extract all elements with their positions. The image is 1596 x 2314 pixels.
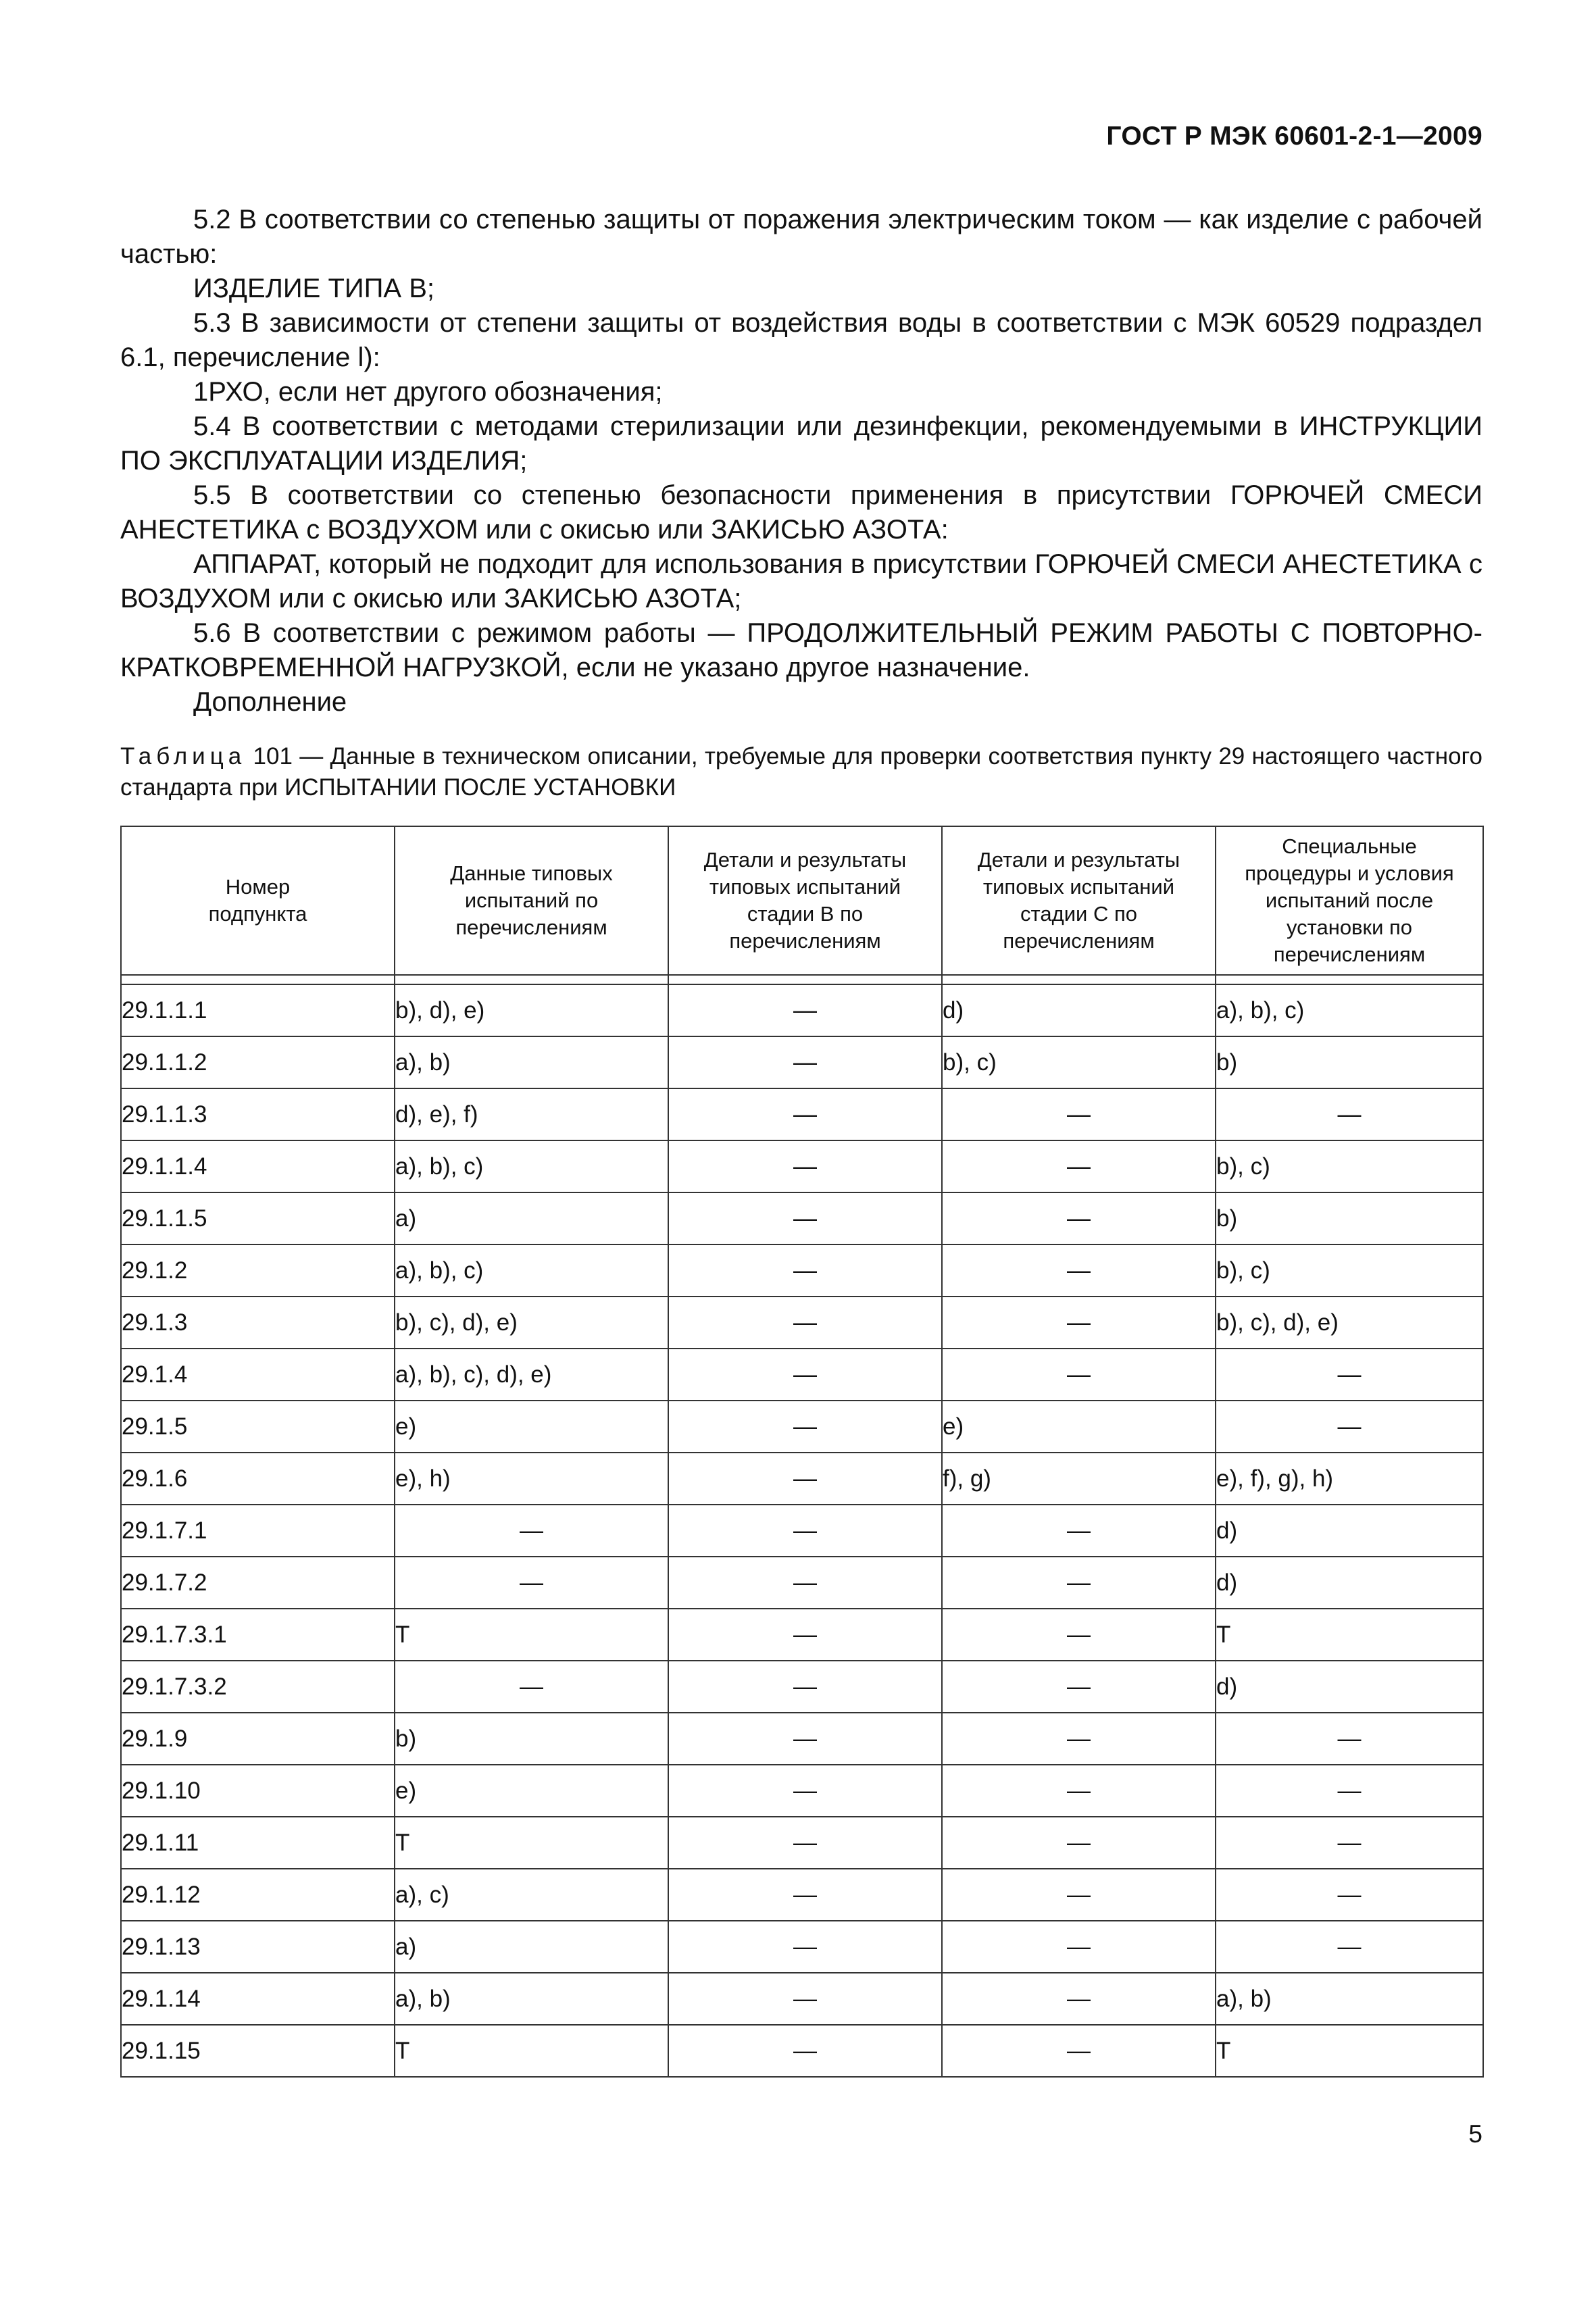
table-caption-label: Таблица bbox=[120, 743, 247, 770]
table-row bbox=[121, 1661, 1483, 1713]
data-table bbox=[120, 826, 1484, 2078]
subclause-cell: 29.1.3 bbox=[121, 1297, 395, 1349]
table-cell: — bbox=[1216, 1817, 1483, 1869]
column-header: Данные типовых испытаний по перечислениям bbox=[395, 826, 668, 975]
table-cell: d) bbox=[942, 984, 1216, 1036]
table-cell: d) bbox=[1216, 1661, 1483, 1713]
table-cell: — bbox=[395, 1557, 668, 1609]
subclause-cell: 29.1.15 bbox=[121, 2025, 395, 2077]
table-cell: — bbox=[668, 1661, 942, 1713]
table-cell: b) bbox=[1216, 1192, 1483, 1244]
table-cell: — bbox=[942, 1349, 1216, 1401]
table-cell: d) bbox=[1216, 1557, 1483, 1609]
body-text bbox=[120, 203, 1482, 720]
table-cell: — bbox=[942, 1973, 1216, 2025]
table-row bbox=[121, 2025, 1483, 2077]
table-cell: a), c) bbox=[395, 1869, 668, 1921]
table-body bbox=[121, 984, 1483, 2077]
subclause-cell: 29.1.6 bbox=[121, 1453, 395, 1505]
table-row bbox=[121, 1557, 1483, 1609]
table-cell: T bbox=[1216, 1609, 1483, 1661]
table-cell: b), c), d), e) bbox=[1216, 1297, 1483, 1349]
subclause-cell: 29.1.7.2 bbox=[121, 1557, 395, 1609]
table-cell: — bbox=[942, 1192, 1216, 1244]
subclause-cell: 29.1.5 bbox=[121, 1401, 395, 1453]
table-cell: e) bbox=[395, 1765, 668, 1817]
table-cell: — bbox=[1216, 1869, 1483, 1921]
table-row bbox=[121, 1036, 1483, 1088]
table-row bbox=[121, 1973, 1483, 2025]
document-header bbox=[1106, 122, 1482, 151]
table-row bbox=[121, 984, 1483, 1036]
table-row bbox=[121, 1401, 1483, 1453]
paragraph: Дополнение bbox=[193, 687, 347, 717]
table-cell: b) bbox=[395, 1713, 668, 1765]
table-cell: — bbox=[668, 2025, 942, 2077]
table-cell: — bbox=[668, 1973, 942, 2025]
subclause-cell: 29.1.7.1 bbox=[121, 1505, 395, 1557]
table-cell: — bbox=[668, 1349, 942, 1401]
table-cell: a), b), c) bbox=[395, 1140, 668, 1192]
table-row bbox=[121, 1349, 1483, 1401]
table-cell: — bbox=[942, 1244, 1216, 1297]
subclause-cell: 29.1.4 bbox=[121, 1349, 395, 1401]
table-cell: — bbox=[1216, 1921, 1483, 1973]
standard-id: ГОСТ Р МЭК 60601-2-1—2009 bbox=[1106, 122, 1482, 151]
table-cell: — bbox=[942, 1817, 1216, 1869]
subclause-cell: 29.1.2 bbox=[121, 1244, 395, 1297]
table-cell: — bbox=[395, 1661, 668, 1713]
subclause-cell: 29.1.13 bbox=[121, 1921, 395, 1973]
table-cell: — bbox=[942, 1297, 1216, 1349]
paragraph: 5.4 В соответствии с методами стерилизации или дезинфекции, рекомендуемыми в ИНСТРУКЦИИ ПО ЭКСПЛУАТАЦИИ ИЗДЕЛИЯ; bbox=[120, 411, 1482, 476]
subclause-cell: 29.1.7.3.2 bbox=[121, 1661, 395, 1713]
table-cell: — bbox=[668, 1609, 942, 1661]
subclause-cell: 29.1.1.5 bbox=[121, 1192, 395, 1244]
paragraph: 5.5 В соответствии со степенью безопасности применения в присутствии ГОРЮЧЕЙ СМЕСИ АНЕСТЕТИКА с ВОЗДУХОМ или с окисью или ЗАКИСЬЮ АЗОТА: bbox=[120, 480, 1482, 545]
table-cell: b) bbox=[1216, 1036, 1483, 1088]
table-caption-text: 101 — Данные в техническом описании, требуемые для проверки соответствия пункту 29 настоящего частного стандарта при ИСПЫТАНИИ ПОСЛЕ УСТАНОВКИ bbox=[120, 743, 1482, 801]
table-cell: — bbox=[942, 1921, 1216, 1973]
table-row bbox=[121, 1817, 1483, 1869]
column-header: Детали и результаты типовых испытаний стадии C по перечислениям bbox=[942, 826, 1216, 975]
table-cell: — bbox=[668, 1297, 942, 1349]
table-cell: a) bbox=[395, 1192, 668, 1244]
subclause-cell: 29.1.1.4 bbox=[121, 1140, 395, 1192]
table-cell: — bbox=[942, 2025, 1216, 2077]
subclause-cell: 29.1.1.1 bbox=[121, 984, 395, 1036]
table-cell: — bbox=[668, 1817, 942, 1869]
table-row bbox=[121, 1192, 1483, 1244]
table-cell: d) bbox=[1216, 1505, 1483, 1557]
subclause-cell: 29.1.7.3.1 bbox=[121, 1609, 395, 1661]
header-spacer-row bbox=[121, 975, 1483, 984]
table-cell: — bbox=[942, 1765, 1216, 1817]
table-cell: a), b), c) bbox=[395, 1244, 668, 1297]
subclause-cell: 29.1.10 bbox=[121, 1765, 395, 1817]
table-cell: e) bbox=[395, 1401, 668, 1453]
table-row bbox=[121, 1453, 1483, 1505]
table-cell: b), c), d), e) bbox=[395, 1297, 668, 1349]
subclause-cell: 29.1.14 bbox=[121, 1973, 395, 2025]
column-header: Специальные процедуры и условия испытаний после установки по перечислениям bbox=[1216, 826, 1483, 975]
table-cell: — bbox=[942, 1869, 1216, 1921]
table-cell: — bbox=[1216, 1765, 1483, 1817]
table-cell: — bbox=[668, 1505, 942, 1557]
subclause-cell: 29.1.1.3 bbox=[121, 1088, 395, 1140]
paragraph: 5.6 В соответствии с режимом работы — ПРОДОЛЖИТЕЛЬНЫЙ РЕЖИМ РАБОТЫ С ПОВТОРНО-КРАТКОВРЕМЕННОЙ НАГРУЗКОЙ, если не указано другое назначение. bbox=[120, 618, 1482, 682]
table-cell: — bbox=[668, 1557, 942, 1609]
table-cell: e), f), g), h) bbox=[1216, 1453, 1483, 1505]
table-cell: — bbox=[1216, 1088, 1483, 1140]
table-cell: — bbox=[942, 1557, 1216, 1609]
table-cell: — bbox=[668, 1192, 942, 1244]
table-cell: b), c) bbox=[942, 1036, 1216, 1088]
table-cell: d), e), f) bbox=[395, 1088, 668, 1140]
table-cell: — bbox=[942, 1661, 1216, 1713]
table-cell: — bbox=[942, 1713, 1216, 1765]
table-cell: — bbox=[942, 1609, 1216, 1661]
subclause-cell: 29.1.9 bbox=[121, 1713, 395, 1765]
table-row bbox=[121, 1609, 1483, 1661]
table-cell: — bbox=[668, 1921, 942, 1973]
table-cell: e), h) bbox=[395, 1453, 668, 1505]
table-cell: — bbox=[1216, 1401, 1483, 1453]
table-row bbox=[121, 1140, 1483, 1192]
table-cell: — bbox=[1216, 1713, 1483, 1765]
table-cell: T bbox=[395, 1609, 668, 1661]
table-cell: a), b) bbox=[395, 1036, 668, 1088]
table-cell: — bbox=[668, 1713, 942, 1765]
table-cell: T bbox=[395, 1817, 668, 1869]
column-header: Детали и результаты типовых испытаний стадии B по перечислениям bbox=[668, 826, 942, 975]
table-row bbox=[121, 1505, 1483, 1557]
table-cell: — bbox=[1216, 1349, 1483, 1401]
table-cell: — bbox=[668, 1244, 942, 1297]
table-cell: — bbox=[668, 1140, 942, 1192]
subclause-cell: 29.1.1.2 bbox=[121, 1036, 395, 1088]
subclause-cell: 29.1.12 bbox=[121, 1869, 395, 1921]
table-cell: — bbox=[668, 984, 942, 1036]
table-cell: b), d), e) bbox=[395, 984, 668, 1036]
table-cell: — bbox=[668, 1401, 942, 1453]
table-cell: T bbox=[1216, 2025, 1483, 2077]
table-cell: — bbox=[668, 1453, 942, 1505]
table-row bbox=[121, 1921, 1483, 1973]
table-cell: a) bbox=[395, 1921, 668, 1973]
table-cell: b), c) bbox=[1216, 1244, 1483, 1297]
table-cell: — bbox=[395, 1505, 668, 1557]
paragraph: 1РХО, если нет другого обозначения; bbox=[193, 377, 663, 407]
table-cell: — bbox=[942, 1140, 1216, 1192]
column-header: Номер подпункта bbox=[121, 826, 395, 975]
table-cell: a), b) bbox=[395, 1973, 668, 2025]
paragraph: 5.3 В зависимости от степени защиты от воздействия воды в соответствии с МЭК 60529 подраздел 6.1, перечисление l): bbox=[120, 308, 1482, 372]
table-caption bbox=[120, 741, 1482, 803]
table-cell: f), g) bbox=[942, 1453, 1216, 1505]
table-cell: — bbox=[668, 1036, 942, 1088]
page-number: 5 bbox=[1468, 2120, 1482, 2148]
table-row bbox=[121, 1088, 1483, 1140]
paragraph: ИЗДЕЛИЕ ТИПА В; bbox=[193, 274, 434, 303]
subclause-cell: 29.1.11 bbox=[121, 1817, 395, 1869]
table-cell: b), c) bbox=[1216, 1140, 1483, 1192]
paragraph: АППАРАТ, который не подходит для использования в присутствии ГОРЮЧЕЙ СМЕСИ АНЕСТЕТИКА с ВОЗДУХОМ или с окисью или ЗАКИСЬЮ АЗОТА; bbox=[120, 549, 1482, 613]
table-cell: e) bbox=[942, 1401, 1216, 1453]
table-cell: — bbox=[942, 1505, 1216, 1557]
table-cell: — bbox=[668, 1088, 942, 1140]
paragraph: 5.2 В соответствии со степенью защиты от поражения электрическим током — как изделие с рабочей частью: bbox=[120, 205, 1482, 269]
table-row bbox=[121, 1297, 1483, 1349]
table-header-row bbox=[121, 826, 1483, 975]
table-cell: — bbox=[942, 1088, 1216, 1140]
table-cell: a), b) bbox=[1216, 1973, 1483, 2025]
table-cell: — bbox=[668, 1765, 942, 1817]
table-row bbox=[121, 1765, 1483, 1817]
table-row bbox=[121, 1869, 1483, 1921]
table-row bbox=[121, 1713, 1483, 1765]
table-cell: a), b), c) bbox=[1216, 984, 1483, 1036]
table-cell: T bbox=[395, 2025, 668, 2077]
table-row bbox=[121, 1244, 1483, 1297]
table-cell: a), b), c), d), e) bbox=[395, 1349, 668, 1401]
table-cell: — bbox=[668, 1869, 942, 1921]
